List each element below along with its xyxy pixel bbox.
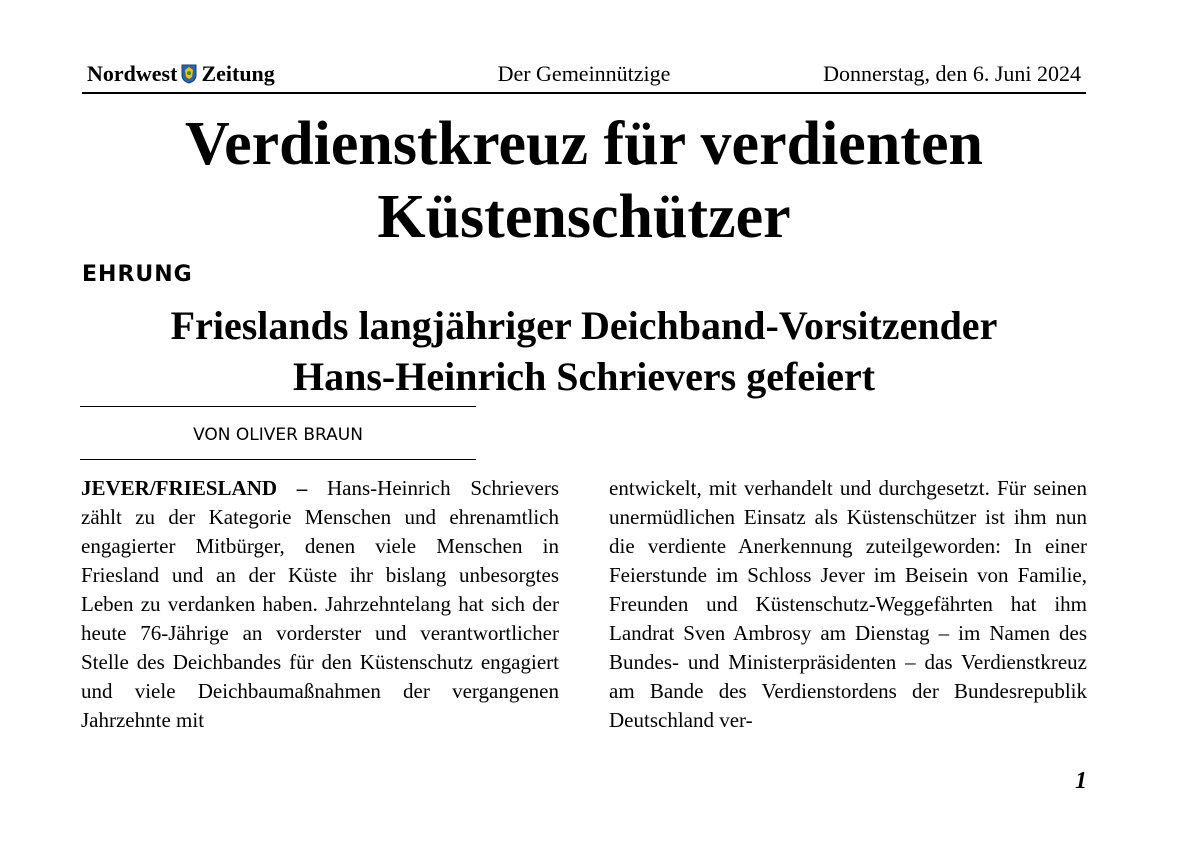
subheadline-line-2: Hans-Heinrich Schrievers gefeiert bbox=[292, 354, 876, 399]
section-name: Der Gemeinnützige bbox=[497, 61, 671, 86]
column-1-text: Hans-Heinrich Schrievers zählt zu der Kategorie Menschen und ehrenamtlich engagierter Mitbürger, denen viele Menschen in Friesland und an der Küste ihr bislang unbesorgtes Leben zu verdanken haben. Jahrzehntelang hat sich der heute 76-Jährige an vorderster und verantwortlicher Stelle des Deichbandes für den Küstenschutz engagiert und viele Deichbaumaßnahmen der vergangenen Jahrzehnte mit bbox=[81, 476, 559, 732]
subheadline bbox=[82, 300, 1086, 402]
article-column-2 bbox=[609, 474, 1087, 735]
article-column-1 bbox=[81, 474, 559, 735]
subheadline-line-1: Frieslands langjähriger Deichband-Vorsitzender bbox=[170, 303, 998, 348]
headline-line-2: Küstenschützer bbox=[377, 183, 791, 251]
masthead bbox=[82, 58, 1086, 94]
kicker: EHRUNG bbox=[82, 262, 193, 287]
byline-box bbox=[80, 406, 476, 460]
dateline: JEVER/FRIESLAND – bbox=[81, 476, 308, 500]
column-2-text: entwickelt, mit verhandelt und durchgesetzt. Für seinen unermüdlichen Einsatz als Küstenschützer ist ihm nun die verdiente Anerkennung zuteilgeworden: In einer Feierstunde im Schloss Jever im Beisein von Familie, Freunden und Küstenschutz-Weggefährten hat ihm Landrat Sven Ambrosy am Dienstag – im Namen des Bundes- und Ministerpräsidenten – das Verdienstkreuz am Bande des Verdienstordens der Bundesrepublik Deutschland ver- bbox=[609, 476, 1087, 732]
brand-name-left: Nordwest bbox=[87, 61, 178, 86]
byline: VON OLIVER BRAUN bbox=[193, 425, 363, 445]
issue-date: Donnerstag, den 6. Juni 2024 bbox=[823, 61, 1081, 86]
headline bbox=[82, 108, 1086, 254]
page-number: 1 bbox=[1075, 768, 1087, 794]
headline-line-1: Verdienstkreuz für verdienten bbox=[185, 110, 983, 178]
brand-name-right: Zeitung bbox=[201, 61, 275, 86]
